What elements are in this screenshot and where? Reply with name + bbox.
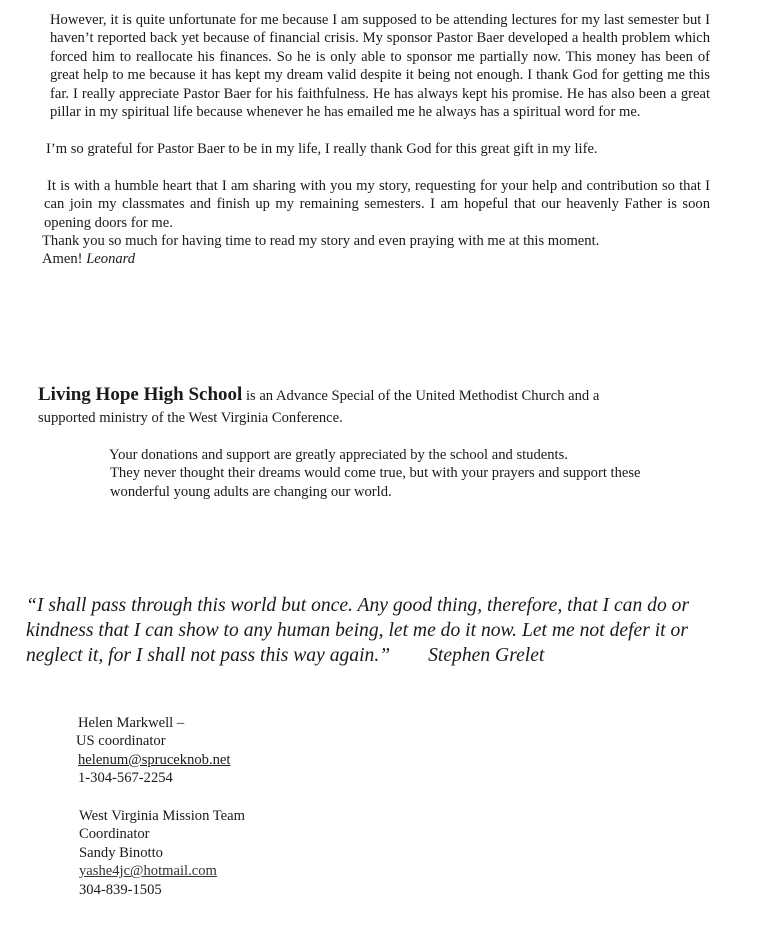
amen-text: Amen! <box>42 251 83 267</box>
contact-name: Helen Markwell – <box>78 715 185 731</box>
appreciation-line-2: They never thought their dreams would come true, but with your prayers and support these <box>110 465 641 481</box>
contact-role: US coordinator <box>76 733 166 750</box>
signature: Leonard <box>86 251 136 267</box>
appreciation-line-3: wonderful young adults are changing our world. <box>110 484 392 500</box>
contact-mission-team <box>79 807 245 899</box>
contact-name: Sandy Binotto <box>79 844 163 861</box>
contact-phone: 1-304-567-2254 <box>78 770 173 787</box>
letter-paragraph-2 <box>44 177 710 232</box>
quote-author: Stephen Grelet <box>428 645 545 666</box>
appreciation-line-1: Your donations and support are greatly appreciated by the school and students. <box>109 447 568 463</box>
letter-paragraph-2-text: It is with a humble heart that I am sharing with you my story, requesting for your help and contribution so that I can join my classmates and finish up my remaining semesters. I am hopeful that our heavenly Father is soon opening doors for me. <box>44 178 710 231</box>
school-name: Living Hope High School <box>38 384 243 405</box>
school-description-line-1 <box>38 386 599 405</box>
quote-block <box>26 593 726 668</box>
contact-org: West Virginia Mission Team <box>79 808 245 824</box>
thanks-line: Thank you so much for having time to read my story and even praying with me at this moment. <box>42 233 600 249</box>
quote-text: “I shall pass through this world but once. Any good thing, therefore, that I can do or kindness that I can show to any human being, let me do it now. Let me not defer it or neglect it, for I shall not pass this way again.” <box>26 595 690 666</box>
contact-phone: 304-839-1505 <box>79 881 162 898</box>
closing-line <box>42 250 135 268</box>
contact-email-link[interactable]: yashe4jc@hotmail.com <box>79 863 217 880</box>
school-description-line-2: supported ministry of the West Virginia Conference. <box>38 410 343 426</box>
school-description-1: is an Advance Special of the United Methodist Church and a <box>242 388 600 404</box>
letter-paragraph-1: However, it is quite unfortunate for me because I am supposed to be attending lectures for my last semester but I haven’t reported back yet because of financial crisis. My sponsor Pastor Baer developed a health problem which forced him to reallocate his finances. So he is only able to sponsor me partially now. This money has been of great help to me because it has kept my dream valid despite it being not enough. I thank God for getting me this far. I really appreciate Pastor Baer for his faithfulness. He has always kept his promise. He has also been a great pillar in my spiritual life because whenever he has emailed me he always has a spiritual word for me. <box>50 12 710 121</box>
grateful-line: I’m so grateful for Pastor Baer to be in my life, I really thank God for this great gift in my life. <box>46 141 598 157</box>
contact-role: Coordinator <box>79 826 150 843</box>
contact-us-coordinator <box>78 714 230 788</box>
contact-email-link[interactable]: helenum@spruceknob.net <box>78 751 231 768</box>
